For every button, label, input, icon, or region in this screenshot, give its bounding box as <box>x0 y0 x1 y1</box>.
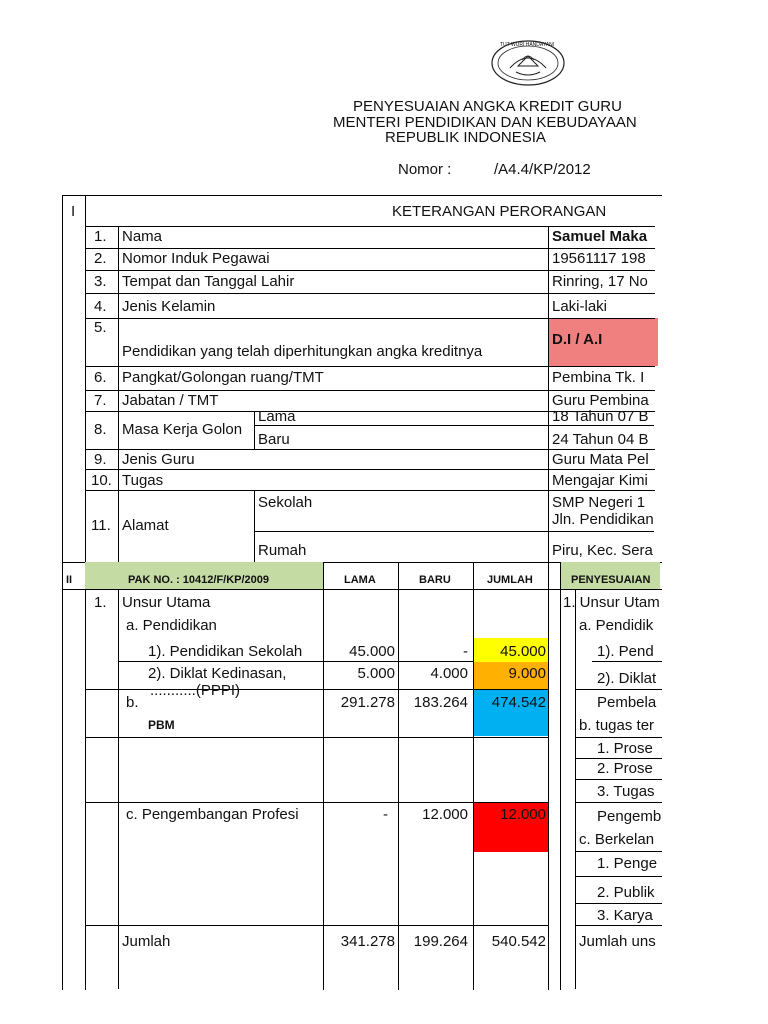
right-pembela: Pembela <box>597 694 657 711</box>
row-8-value-lama: 18 Tahun 07 B <box>552 408 649 425</box>
row-1-no: 1. <box>94 228 107 245</box>
row-6-value: Pembina Tk. I <box>552 369 645 386</box>
row-8-value-baru: 24 Tahun 04 B <box>552 431 649 448</box>
right-unsur-utama: 1. Unsur Utam <box>563 594 660 611</box>
pengembangan-label: c. Pengembangan Profesi <box>126 806 299 823</box>
section1-title: KETERANGAN PERORANGAN <box>392 203 607 220</box>
row-8-no: 8. <box>94 421 107 438</box>
row-3-no: 3. <box>94 273 107 290</box>
right-diklat: 2). Diklat <box>597 670 657 687</box>
diklat-label: 2). Diklat Kedinasan, <box>148 665 287 682</box>
col-baru: BARU <box>419 574 451 586</box>
row-9-value: Guru Mata Pel <box>552 451 649 468</box>
right-pengemb: Pengemb <box>597 808 662 825</box>
row-4-value: Laki-laki <box>552 298 608 315</box>
right-pendidikan-sekolah: 1). Pend <box>597 643 654 660</box>
right-tugas-3: 3. Tugas <box>597 783 655 800</box>
right-publik: 2. Publik <box>597 884 655 901</box>
diklat-jumlah: 9.000 <box>508 665 546 682</box>
section1-roman: I <box>71 203 76 220</box>
pbm-baru: 183.264 <box>413 694 468 711</box>
row-4-label: Jenis Kelamin <box>122 298 216 315</box>
row-11-no: 11. <box>91 517 111 534</box>
row-5-no: 5. <box>94 319 107 336</box>
right-tugas: b. tugas ter <box>579 717 655 734</box>
row-6-label: Pangkat/Golongan ruang/TMT <box>122 369 324 386</box>
row-10-no: 10. <box>91 472 112 489</box>
right-penge: 1. Penge <box>597 855 658 872</box>
pendidikan-sekolah-label: 1). Pendidikan Sekolah <box>148 643 303 660</box>
row-5-label: Pendidikan yang telah diperhitungkan angka kreditnya <box>122 343 483 360</box>
jumlah-jumlah: 540.542 <box>491 933 546 950</box>
row-11-value-sekolah-2: Jln. Pendidikan <box>552 511 654 528</box>
pendidikan-label: a. Pendidikan <box>126 617 217 634</box>
title-line-3: REPUBLIK INDONESIA <box>385 129 546 146</box>
jumlah-label: Jumlah <box>122 933 171 950</box>
right-jumlah-unsur: Jumlah uns <box>579 933 656 950</box>
col-jumlah: JUMLAH <box>487 574 533 586</box>
title-line-1: PENYESUAIAN ANGKA KREDIT GURU <box>353 98 622 115</box>
row-5-value: D.I / A.I <box>552 331 603 348</box>
pbm-jumlah: 474.542 <box>491 694 546 711</box>
section2-roman: II <box>66 574 73 586</box>
row-6-no: 6. <box>94 369 107 386</box>
row-11-sub-sekolah: Sekolah <box>258 494 313 511</box>
row-8-label: Masa Kerja Golon <box>122 421 243 438</box>
right-pendidikan: a. Pendidik <box>579 617 654 634</box>
pendidikan-sekolah-baru: - <box>463 643 468 660</box>
row-1-value: Samuel Maka <box>552 228 648 245</box>
pbm-letter: b. <box>126 694 139 711</box>
row-10-value: Mengajar Kimi <box>552 472 648 489</box>
pak-number: PAK NO. : 10412/F/KP/2009 <box>128 574 270 586</box>
row-2-value: 19561117 198 <box>552 250 646 267</box>
row-3-label: Tempat dan Tanggal Lahir <box>122 273 295 290</box>
jumlah-baru: 199.264 <box>413 933 468 950</box>
row-2-no: 2. <box>94 250 107 267</box>
title-line-2: MENTERI PENDIDIKAN DAN KEBUDAYAAN <box>333 114 637 131</box>
row-8-sub-lama: Lama <box>258 408 296 425</box>
diklat-lama: 5.000 <box>357 665 395 682</box>
col-lama: LAMA <box>344 574 376 586</box>
unsur-utama: Unsur Utama <box>122 594 211 611</box>
pbm-lama: 291.278 <box>340 694 395 711</box>
row-11-value-rumah: Piru, Kec. Sera <box>552 542 653 559</box>
pengembangan-lama: - <box>383 806 388 823</box>
row-7-value: Guru Pembina <box>552 392 649 409</box>
row-11-sub-rumah: Rumah <box>258 542 307 559</box>
row-9-label: Jenis Guru <box>122 451 195 468</box>
row-9-no: 9. <box>94 451 107 468</box>
pendidikan-sekolah-lama: 45.000 <box>349 643 395 660</box>
col-penyesuaian: PENYESUAIAN <box>571 574 651 586</box>
row-3-value: Rinring, 17 No <box>552 273 648 290</box>
pbm-label: PBM <box>148 718 175 732</box>
row-7-no: 7. <box>94 392 107 409</box>
diklat-baru: 4.000 <box>430 665 468 682</box>
nomor-value: /A4.4/KP/2012 <box>494 161 591 178</box>
right-berkelan: c. Berkelan <box>579 831 655 848</box>
right-karya: 3. Karya <box>597 907 653 924</box>
row-10-label: Tugas <box>122 472 164 489</box>
row-11-label: Alamat <box>122 517 169 534</box>
right-proses-2: 2. Prose <box>597 760 653 777</box>
row-1-label: Nama <box>122 228 163 245</box>
row-8-sub-baru: Baru <box>258 431 290 448</box>
pengembangan-baru: 12.000 <box>422 806 468 823</box>
row-2-label: Nomor Induk Pegawai <box>122 250 270 267</box>
logo-text: TUT WURI HANDAYANI <box>500 42 555 48</box>
pengembangan-jumlah: 12.000 <box>500 806 546 823</box>
row-4-no: 4. <box>94 298 107 315</box>
row-11-value-sekolah: SMP Negeri 1 <box>552 494 646 511</box>
row-7-label: Jabatan / TMT <box>122 392 219 409</box>
right-proses-1: 1. Prose <box>597 740 653 757</box>
unsur-no: 1. <box>94 594 107 611</box>
diklat-cont: ...........(PPPI) <box>150 682 241 699</box>
jumlah-lama: 341.278 <box>340 933 395 950</box>
pendidikan-sekolah-jumlah: 45.000 <box>500 643 546 660</box>
nomor-label: Nomor : <box>398 161 452 178</box>
